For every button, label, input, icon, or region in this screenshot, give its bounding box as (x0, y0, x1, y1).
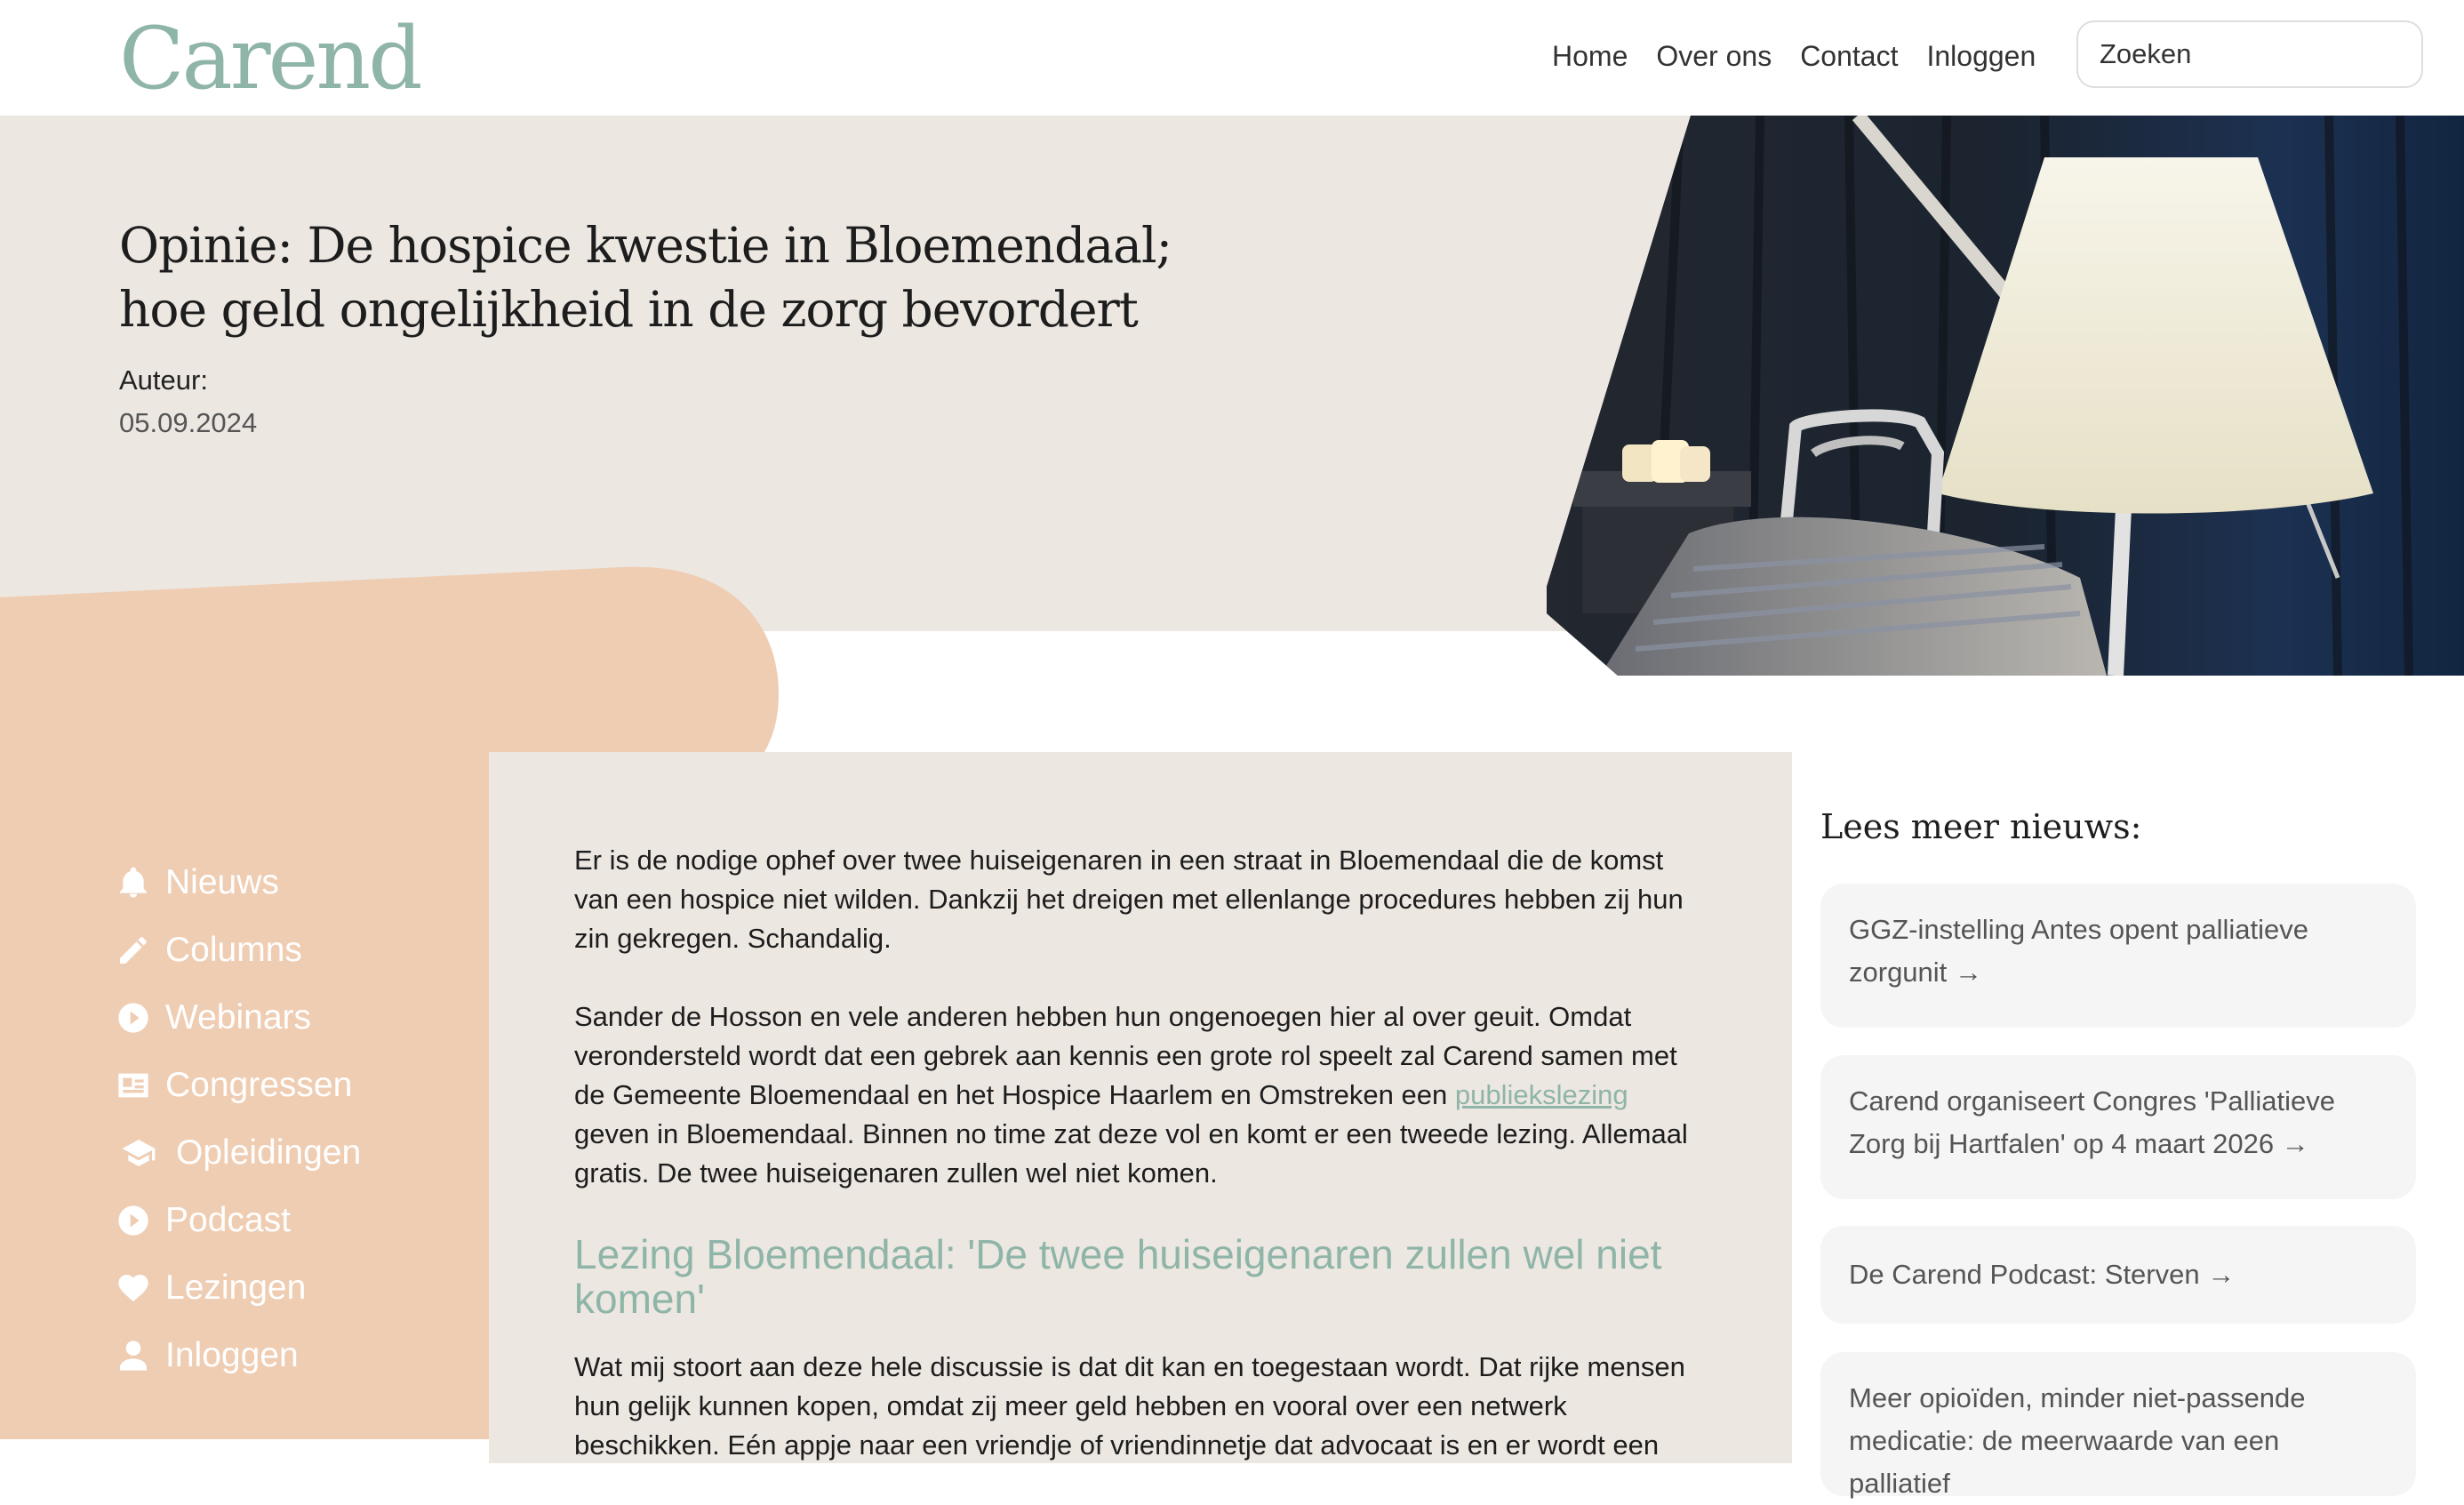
paragraph-text: geven in Bloemendaal. Binnen no time zat deze vol en komt er een tweede lezing. Allemaal gratis. De twee huiseigenaren zullen wel niet komen. (574, 1118, 1688, 1189)
news-card[interactable]: De Carend Podcast: Sterven → (1820, 1226, 2416, 1324)
sidebar-item-label: Inloggen (165, 1336, 299, 1374)
sidebar-item-webinars[interactable] (116, 984, 361, 1052)
article-body (489, 752, 1792, 1463)
sidebar-item-label: Opleidingen (176, 1133, 362, 1172)
news-card[interactable]: Carend organiseert Congres 'Palliatieve Zorg bij Hartfalen' op 4 maart 2026 → (1820, 1055, 2416, 1199)
news-section-title: Lees meer nieuws: (1820, 807, 2142, 846)
sidebar-item-congressen[interactable] (116, 1052, 361, 1119)
search-input[interactable] (2076, 20, 2423, 88)
news-card[interactable]: Meer opioïden, minder niet-passende medicatie: de meerwaarde van een palliatief (1820, 1352, 2416, 1496)
nav-over-ons[interactable]: Over ons (1656, 40, 1772, 72)
site-header (0, 0, 2464, 116)
category-nav (116, 849, 361, 1389)
publiekslezing-link[interactable]: publiekslezing (1454, 1079, 1628, 1110)
user-icon (116, 1338, 151, 1373)
article-paragraph: Er is de nodige ophef over twee huiseigenaren in een straat in Bloemendaal die de komst van een hospice niet wilden. Dankzij het dreigen met ellenlange procedures hebben zij hun zin gekregen. Schandalig. (574, 845, 1684, 954)
sidebar-item-opleidingen[interactable] (116, 1119, 361, 1187)
sidebar-item-podcast[interactable] (116, 1187, 361, 1254)
publish-date: 05.09.2024 (119, 407, 258, 438)
sidebar-item-inloggen[interactable] (116, 1322, 361, 1389)
sidebar-item-label: Podcast (165, 1201, 291, 1239)
heart-icon (116, 1270, 151, 1306)
bell-icon (116, 865, 151, 901)
news-card[interactable]: GGZ-instelling Antes opent palliatieve zorgunit → (1820, 884, 2416, 1028)
sidebar-item-label: Congressen (165, 1066, 353, 1104)
article-subheading: Lezing Bloemendaal: 'De twee huiseigenaren zullen wel niet komen' (574, 1231, 1662, 1322)
sidebar-item-lezingen[interactable] (116, 1254, 361, 1322)
nav-contact[interactable]: Contact (1800, 40, 1899, 72)
sidebar-item-label: Nieuws (165, 863, 279, 901)
page-title: Opinie: De hospice kwestie in Bloemendaal; hoe geld ongelijkheid in de zorg bevordert (119, 217, 1172, 338)
play-circle-icon (116, 1203, 151, 1238)
pencil-icon (116, 933, 151, 968)
play-circle-icon (116, 1000, 151, 1036)
graduation-cap-icon (116, 1135, 162, 1171)
sidebar-item-label: Webinars (165, 998, 312, 1037)
author-label: Auteur: (119, 364, 208, 396)
article-paragraph: Wat mij stoort aan deze hele discussie is dat dit kan en toegestaan wordt. Dat rijke mensen hun gelijk kunnen kopen, omdat zij meer geld hebben en vooral over een netwerk beschikken. Eén appje naar een vriendje of vriendinnetje dat advocaat is en er wordt een (574, 1351, 1685, 1461)
top-nav (1552, 36, 2064, 76)
logo[interactable]: Carend (119, 9, 420, 108)
article-paragraph (574, 997, 1708, 1193)
sidebar-item-columns[interactable] (116, 917, 361, 984)
nav-inloggen[interactable]: Inloggen (1926, 40, 2036, 72)
id-card-icon (116, 1068, 151, 1103)
sidebar-item-label: Lezingen (165, 1269, 307, 1307)
sidebar-item-nieuws[interactable] (116, 849, 361, 917)
paragraph-text: Sander de Hosson en vele anderen hebben hun ongenoegen hier al over geuit. Omdat verondersteld wordt dat een gebrek aan kennis een grote rol speelt zal Carend samen met de Gemeente Bloemendaal en het Hospice Haarlem en Omstreken een (574, 1001, 1677, 1110)
nav-home[interactable]: Home (1552, 40, 1628, 72)
hero-image (1547, 116, 2464, 676)
sidebar-item-label: Columns (165, 931, 302, 969)
